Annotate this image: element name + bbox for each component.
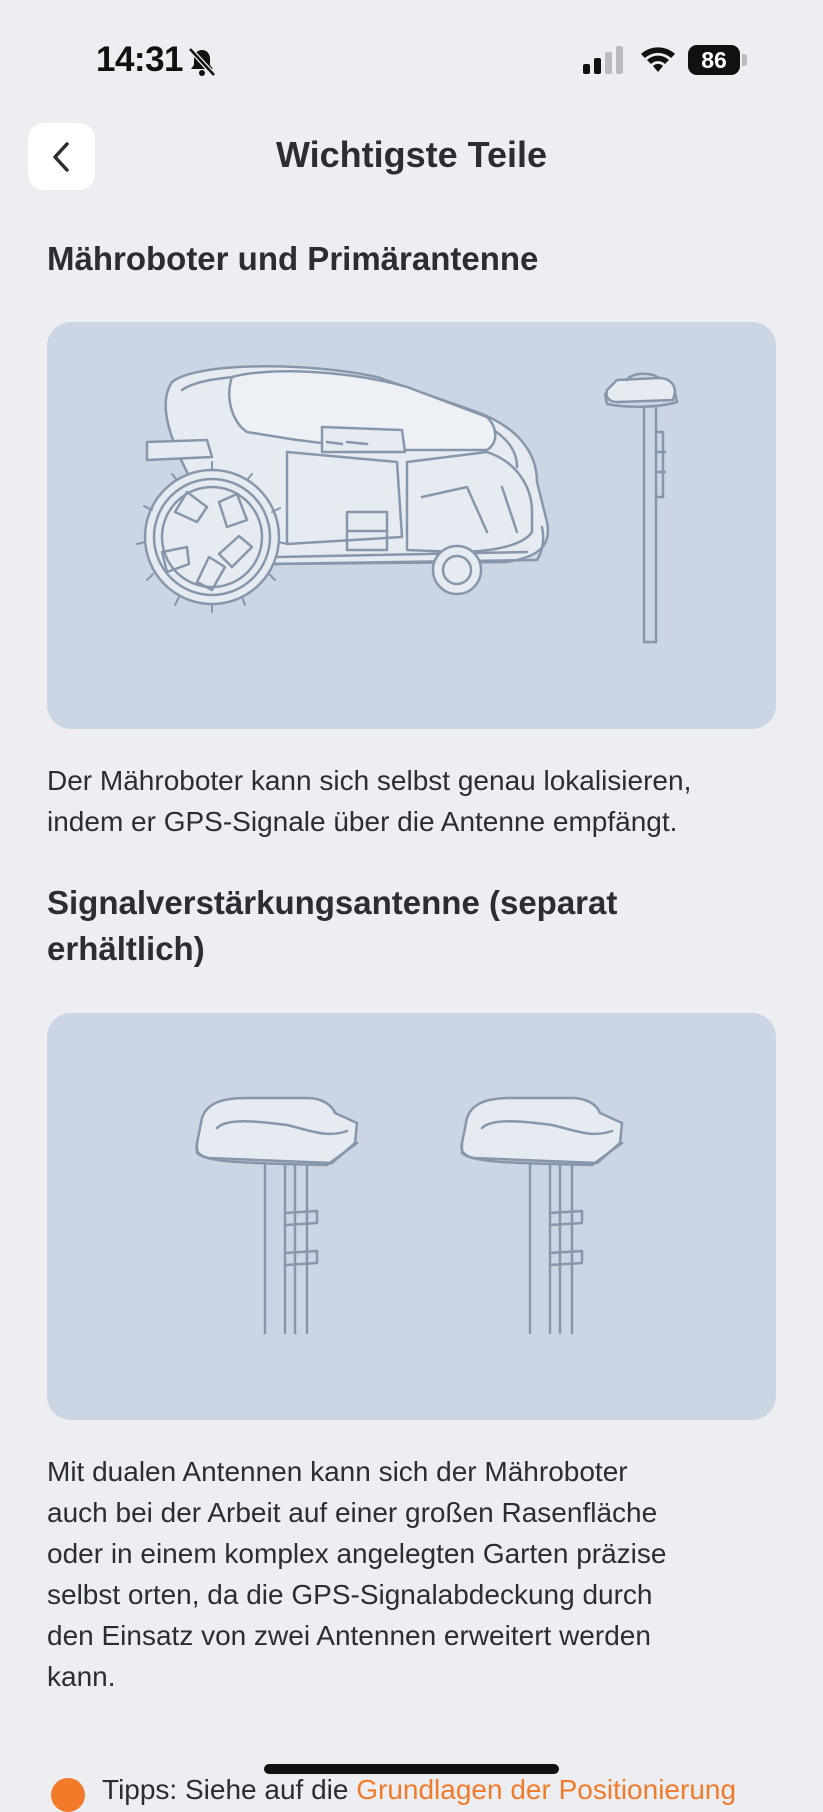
tip-text: Tipps: Siehe auf die Grundlagen der Positionierung bbox=[102, 1774, 737, 1805]
robotic-mower-image bbox=[137, 366, 548, 612]
tip-icon bbox=[51, 1778, 85, 1812]
dual-antenna-illustration bbox=[47, 1013, 776, 1420]
section-description-signal-antenna: Mit dualen Antennen kann sich der Mähroboter auch bei der Arbeit auf einer großen Rasenfläche oder in einem komplex angelegten Garten präzise selbst orten, da die GPS-Signalabdeckung durch den Einsatz von zwei Antennen erweitert werden kann. bbox=[47, 1456, 667, 1692]
primary-antenna-image bbox=[605, 374, 677, 642]
battery-level: 86 bbox=[701, 47, 727, 73]
antenna-image-left bbox=[197, 1098, 358, 1333]
wifi-icon bbox=[639, 44, 677, 74]
section-title-mower: Mähroboter und Primärantenne bbox=[47, 240, 539, 277]
page-title: Wichtigste Teile bbox=[275, 134, 548, 175]
home-indicator bbox=[264, 1764, 559, 1774]
battery-icon bbox=[688, 45, 748, 75]
section-title-signal-antenna: Signalverstärkungsantenne (separat erhältlich) bbox=[47, 884, 618, 967]
bell-slash-icon bbox=[187, 46, 217, 78]
antenna-image-right bbox=[462, 1098, 623, 1333]
mower-antenna-illustration bbox=[47, 322, 776, 729]
tip-row bbox=[47, 1772, 787, 1812]
tip-link[interactable]: Grundlagen der Positionierung bbox=[356, 1774, 737, 1805]
status-bar bbox=[0, 0, 823, 110]
section-description-mower: Der Mähroboter kann sich selbst genau lokalisieren, indem er GPS-Signale über die Antenne empfängt. bbox=[47, 765, 692, 837]
cellular-signal-icon bbox=[583, 46, 625, 74]
status-time: 14:31 bbox=[96, 40, 184, 79]
